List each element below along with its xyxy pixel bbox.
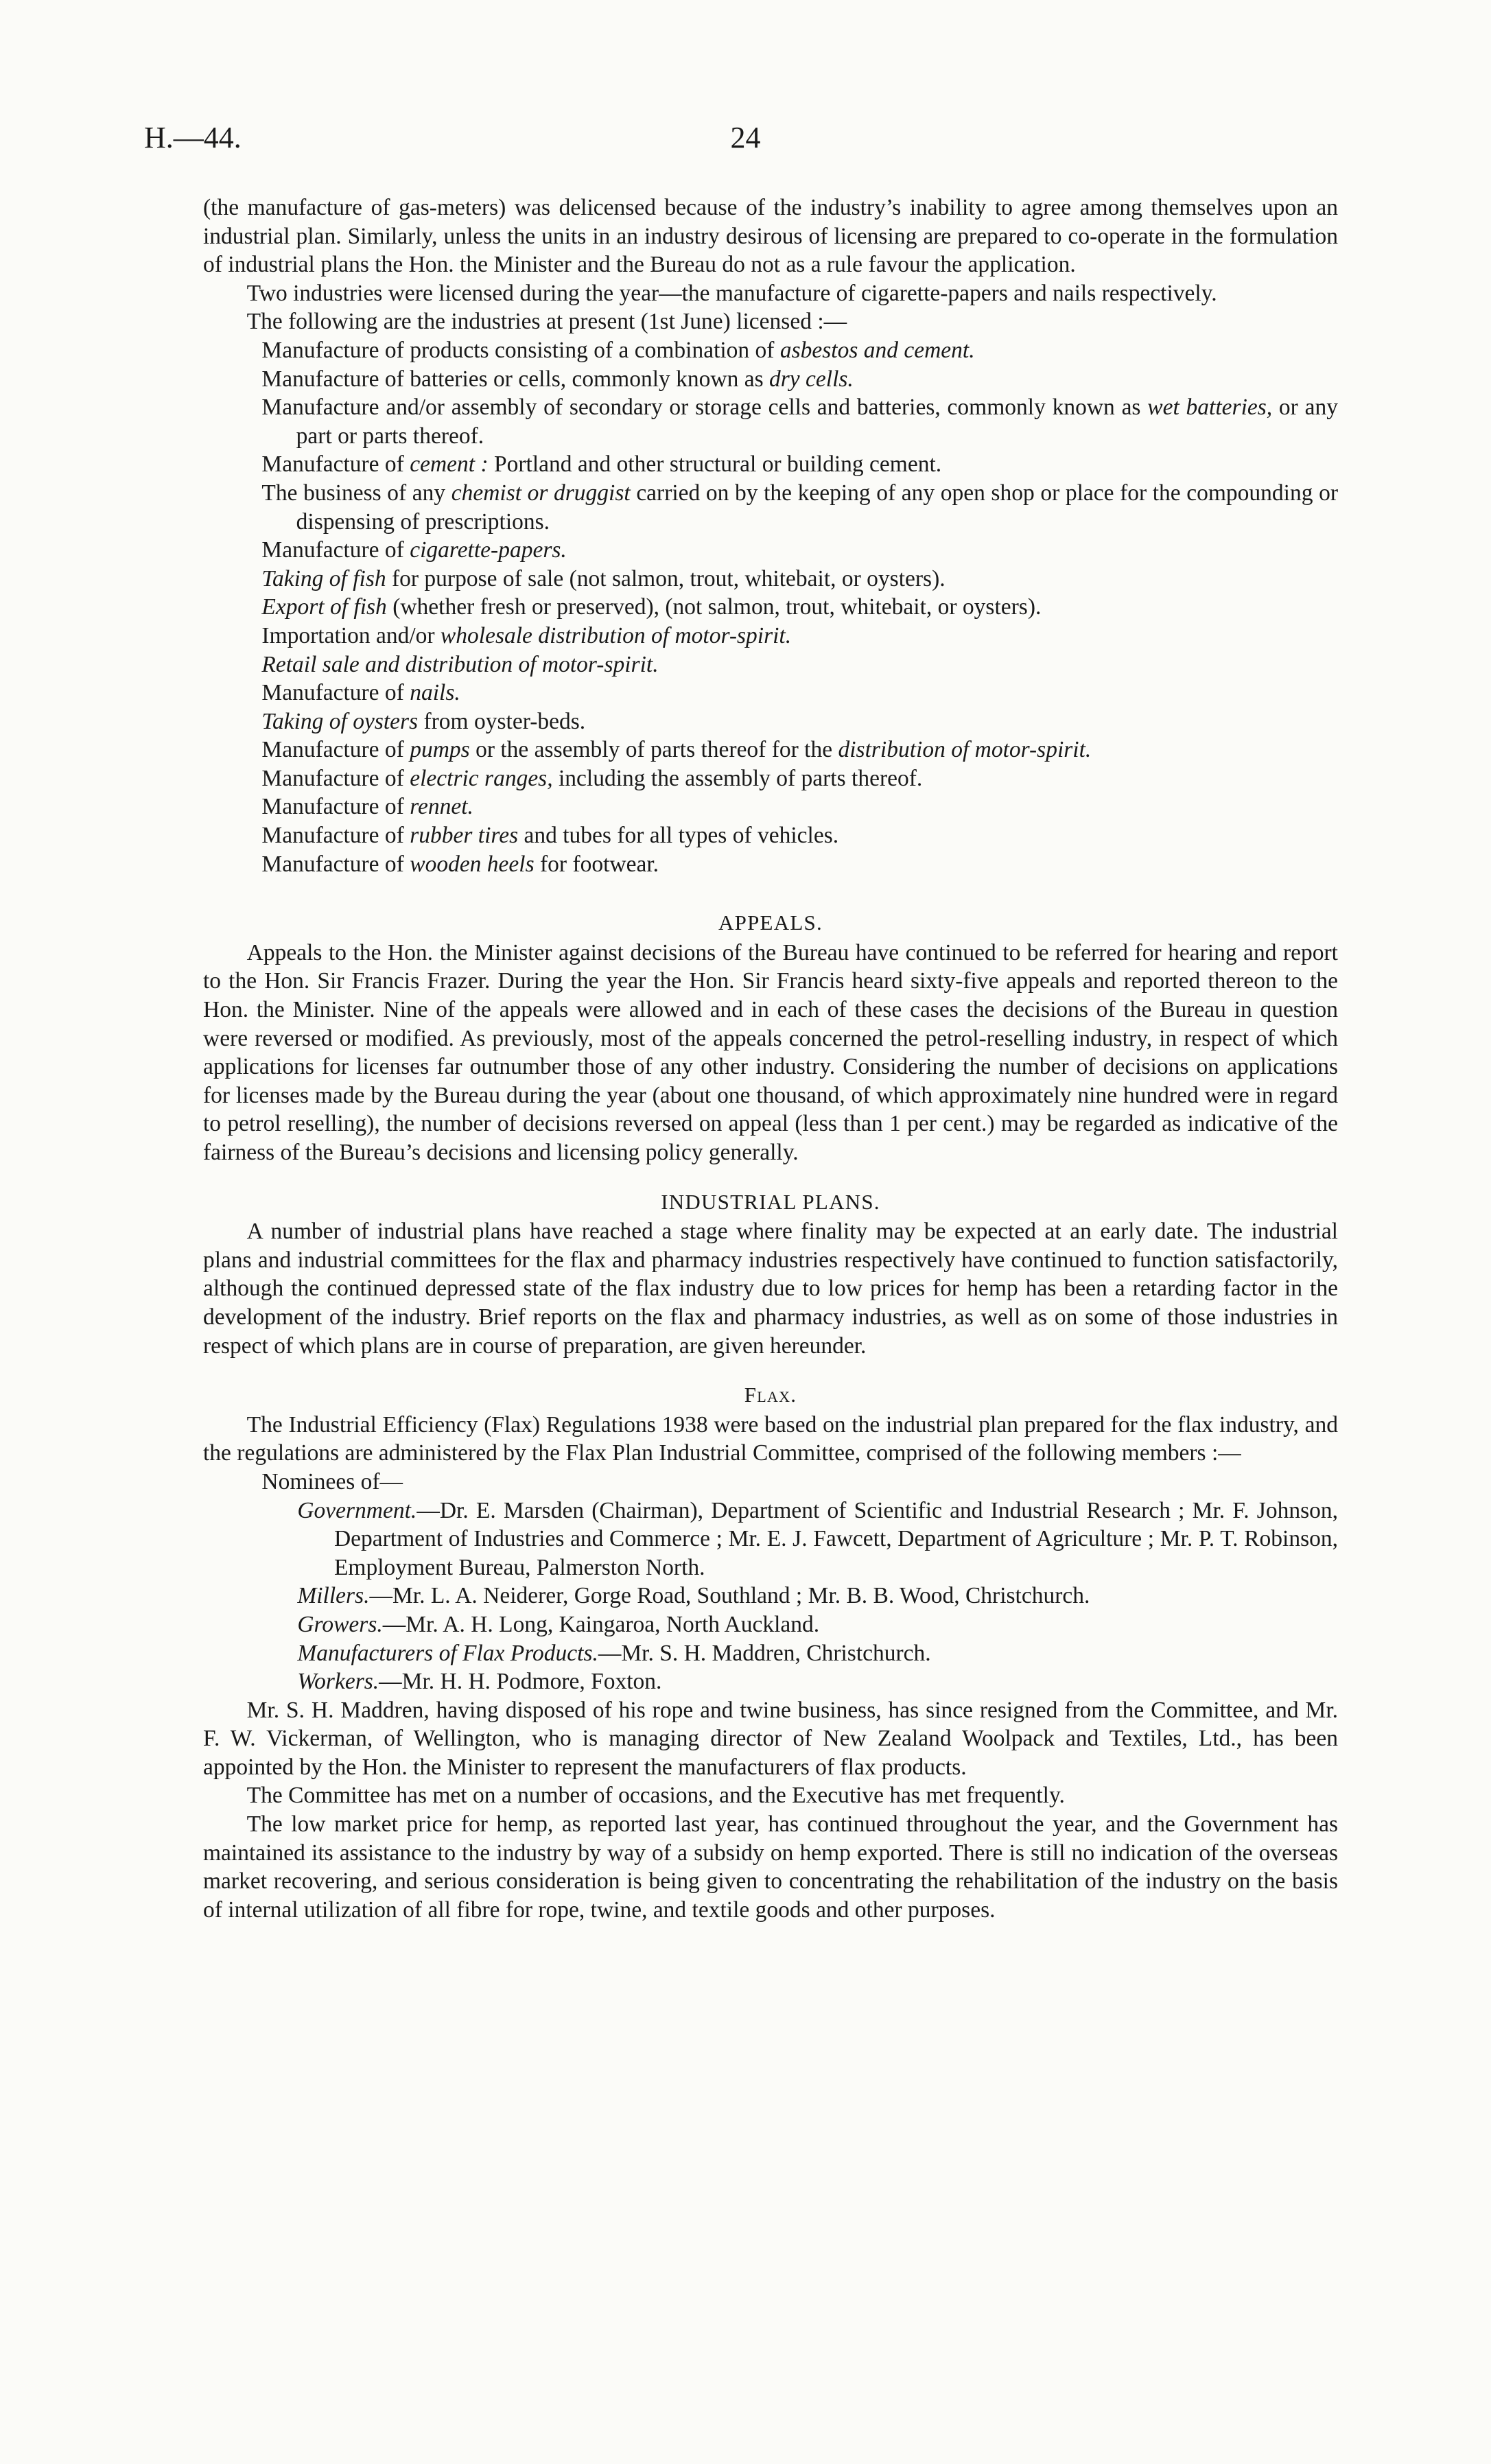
list-item: Millers.—Mr. L. A. Neiderer, Gorge Road, Southland ; Mr. B. B. Wood, Christchurch. (297, 1583, 1090, 1609)
list-item: Taking of fish for purpose of sale (not salmon, trout, whitebait, or oysters). (261, 565, 946, 591)
committee-members-list (203, 1497, 1338, 1696)
page-number: 24 (730, 121, 761, 154)
list-item: Export of fish (whether fresh or preserved), (not salmon, trout, whitebait, or oysters). (261, 594, 1042, 620)
list-item: Manufacture of wooden heels for footwear. (261, 851, 659, 877)
licensed-industries-list (203, 336, 1338, 878)
industrial-plans-paragraph: A number of industrial plans have reached a stage where finality may be expected at an early date. The industrial plans and industrial committees for the flax and pharmacy industries respectively have continued to function satisfactorily, although the continued depressed state of the flax industry due to low prices for hemp has been a retarding factor in the development of the industry. Brief reports on the flax and pharmacy industries, as well as on some of those industries in respect of which plans are in course of preparation, are given hereunder. (203, 1219, 1338, 1359)
list-item: Manufacturers of Flax Products.—Mr. S. H. Maddren, Christchurch. (297, 1640, 931, 1666)
list-item: Growers.—Mr. A. H. Long, Kaingaroa, North Auckland. (297, 1611, 820, 1637)
list-item: Manufacture of electric ranges, including the assembly of parts thereof. (261, 765, 923, 791)
list-item: Manufacture of rubber tires and tubes for all types of vehicles. (261, 823, 839, 849)
paragraph-licensed-intro: The following are the industries at present (1st June) licensed :— (246, 309, 847, 335)
list-item: Manufacture and/or assembly of secondary or storage cells and batteries, commonly known as wet batteries, or any part or parts thereof. (261, 395, 1338, 449)
flax-paragraph-hemp: The low market price for hemp, as reported last year, has continued throughout the year, and the Government has maintained its assistance to the industry by way of a subsidy on hemp exported. There is still no indication of the overseas market recovering, and serious consideration is being given to concentrating the rehabilitation of the industry on the basis of internal utilization of all fibre for rope, twine, and textile goods and other purposes. (203, 1811, 1338, 1923)
list-item: Manufacture of nails. (261, 680, 460, 706)
list-item: Government.—Dr. E. Marsden (Chairman), Department of Scientific and Industrial Research ; Mr. F. Johnson, Department of Industries and Commerce ; Mr. E. J. Fawcett, Department of Agriculture ; Mr. P. T. Robinson, Employment Bureau, Palmerston North. (297, 1497, 1338, 1580)
list-item: The business of any chemist or druggist carried on by the keeping of any open shop or place for the compounding or dispensing of prescriptions. (261, 480, 1338, 535)
list-item: Manufacture of rennet. (261, 794, 473, 820)
flax-paragraph-maddren: Mr. S. H. Maddren, having disposed of his rope and twine business, has since resigned from the Committee, and Mr. F. W. Vickerman, of Wellington, who is managing director of New Zealand Woolpack and Textiles, Ltd., has been appointed by the Hon. the Minister to represent the manufacturers of flax products. (203, 1697, 1338, 1780)
page-body (203, 193, 1338, 1924)
appeals-heading: APPEALS. (718, 911, 823, 935)
nominees-label: Nominees of— (261, 1468, 403, 1494)
page-header (144, 120, 1347, 161)
list-item: Taking of oysters from oyster-beds. (261, 708, 586, 734)
flax-paragraph-regulations: The Industrial Efficiency (Flax) Regulations 1938 were based on the industrial plan prepared for the flax industry, and the regulations are administered by the Flax Plan Industrial Committee, comprised of the following members :— (203, 1411, 1338, 1466)
list-item: Workers.—Mr. H. H. Podmore, Foxton. (297, 1669, 662, 1695)
flax-heading: Flax. (744, 1383, 797, 1407)
list-item: Retail sale and distribution of motor-spirit. (261, 651, 659, 677)
list-item: Manufacture of products consisting of a combination of asbestos and cement. (261, 337, 975, 363)
paragraph-delicensed: (the manufacture of gas-meters) was delicensed because of the industry’s inability to agree among themselves upon an industrial plan. Similarly, unless the units in an industry desirous of licensing are prepared to co-operate in the formulation of industrial plans the Hon. the Minister and the Bureau do not as a rule favour the application. (203, 195, 1338, 278)
list-item: Manufacture of pumps or the assembly of parts thereof for the distribution of motor-spirit. (261, 737, 1092, 763)
list-item: Importation and/or wholesale distribution of motor-spirit. (261, 622, 792, 648)
list-item: Manufacture of batteries or cells, commonly known as dry cells. (261, 366, 854, 392)
list-item: Manufacture of cement : Portland and other structural or building cement. (261, 451, 942, 478)
document-reference: H.—44. (144, 121, 242, 154)
paragraph-two-industries: Two industries were licensed during the year—the manufacture of cigarette-papers and nails respectively. (246, 280, 1217, 306)
appeals-paragraph: Appeals to the Hon. the Minister against decisions of the Bureau have continued to be referred for hearing and report to the Hon. Sir Francis Frazer. During the year the Hon. Sir Francis heard sixty-five appeals and reported thereon to the Hon. the Minister. Nine of the appeals were allowed and in each of these cases the decisions of the Bureau in question were reversed or modified. As previously, most of the appeals concerned the petrol-reselling industry, in respect of which applications for licenses far outnumber those of any other industry. Considering the number of decisions on applications for licenses made by the Bureau during the year (about one thousand, of which approximately nine hundred were in regard to petrol reselling), the number of decisions reversed on appeal (less than 1 per cent.) may be regarded as indicative of the fairness of the Bureau’s decisions and licensing policy generally. (203, 939, 1338, 1165)
industrial-plans-heading: INDUSTRIAL PLANS. (661, 1189, 880, 1214)
list-item: Manufacture of cigarette-papers. (261, 537, 567, 563)
flax-paragraph-committee: The Committee has met on a number of occasions, and the Executive has met frequently. (246, 1783, 1065, 1809)
